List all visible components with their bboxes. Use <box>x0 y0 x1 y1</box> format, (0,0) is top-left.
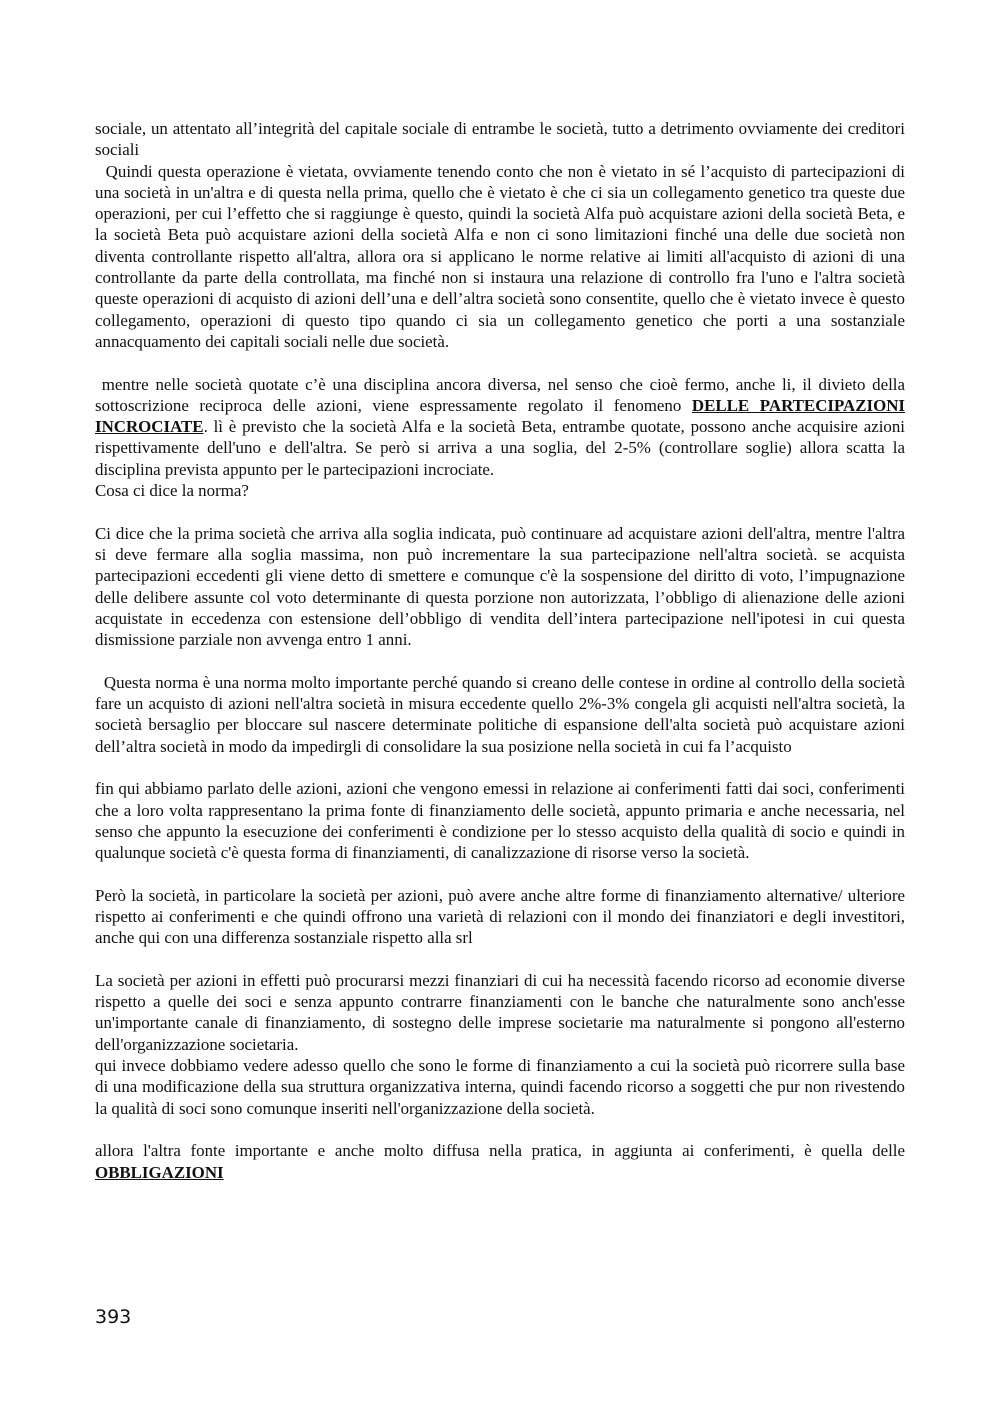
paragraph <box>95 161 905 353</box>
paragraph <box>95 374 905 480</box>
paragraph: fin qui abbiamo parlato delle azioni, azioni che vengono emessi in relazione ai conferimenti fatti dai soci, conferimenti che a loro volta rappresentano la prima fonte di finanziamento delle società, appunto primaria e anche necessaria, nel senso che appunto la esecuzione dei conferimenti è condizione per lo stesso acquisto della qualità di socio e quindi in qualunque società c'è questa forma di finanziamenti, di canalizzazione di risorse verso la società. <box>95 779 905 863</box>
paragraph: Però la società, in particolare la società per azioni, può avere anche altre forme di finanziamento alternative/ ulteriore rispetto ai conferimenti e che quindi offrono una varietà di relazioni con il mondo dei finanziatori e degli investitori, anche qui con una differenza sostanziale rispetto alla srl <box>95 885 905 948</box>
paragraph <box>95 1140 905 1183</box>
paragraph: Ci dice che la prima società che arriva alla soglia indicata, può continuare ad acquistare azioni dell'altra, mentre l'altra si deve fermare alla soglia massima, non può incrementare la sua partecipazione nell'altra società. se acquista partecipazioni eccedenti gli viene detto di smettere e comunque c'è la sospensione del diritto di voto, l’impugnazione delle delibere assunte col voto determinante di questa porzione non autorizzata, l’obbligo di alienazione delle azioni acquistate in eccedenza con estensione dell’obbligo di vendita dell’intera partecipazione nell'ipotesi in cui questa dismissione parziale non avvenga entro 1 anni. <box>95 523 905 650</box>
paragraph <box>95 672 905 757</box>
page-number: 393 <box>95 1306 132 1328</box>
paragraph-text: . lì è previsto che la società Alfa e la società Beta, entrambe quotate, possono anche acquisire azioni rispettivamente dell'uno e dell'altra. Se però si arriva a una soglia, del 2-5% (controllare soglie) allora scatta la disciplina prevista appunto per le partecipazioni incrociate. <box>95 417 905 479</box>
emphasis-term: DELLE PARTECIPAZIONI INCROCIATE <box>95 395 905 437</box>
paragraph-gap <box>95 949 905 970</box>
paragraph-gap <box>95 501 905 522</box>
paragraph: La società per azioni in effetti può procurarsi mezzi finanziari di cui ha necessità facendo ricorso ad economie diverse rispetto a quelle dei soci e senza appunto contrarre finanziamenti con le banche che naturalmente sono anch'esse un'importante canale di finanziamento, di sostegno delle imprese societarie ma naturalmente si pongono all'esterno dell'organizzazione societaria. <box>95 970 905 1054</box>
paragraph-text: mentre nelle società quotate c’è una disciplina ancora diversa, nel senso che cioè fermo, anche li, il divieto della sottoscrizione reciproca delle azioni, viene espressamente regolato il fenomeno <box>95 374 905 415</box>
paragraph-gap <box>95 650 905 671</box>
paragraph: sociale, un attentato all’integrità del capitale sociale di entrambe le società, tutto a detrimento ovviamente dei creditori sociali <box>95 119 905 160</box>
paragraph-gap <box>95 757 905 778</box>
emphasis-term: OBBLIGAZIONI <box>95 1162 224 1182</box>
paragraph-text: Questa norma è una norma molto importante perché quando si creano delle contese in ordine al controllo della società fare un acquisto di azioni nell'altra società in misura eccedente quello 2%-3% congela gli acquisti nell'altra società, la società bersaglio per bloccare sul nascere determinate politiche di espansione dell'alta società può acquistare azioni dell’altra società in modo da impedirgli di consolidare la sua posizione nella società in cui fa l’acquisto <box>95 672 905 756</box>
paragraph-text: allora l'altra fonte importante e anche molto diffusa nella pratica, in aggiunta ai conferimenti, è quella delle <box>95 1141 905 1161</box>
paragraph-text: Quindi questa operazione è vietata, ovviamente tenendo conto che non è vietato in sé l’acquisto di partecipazioni di una società in un'altra e di questa nella prima, quello che è vietato è che ci sia un collegamento genetico tra queste due operazioni, per cui l’effetto che si raggiunge è questo, quindi la società Alfa può acquistare azioni della società Beta, e la società Beta può acquistare azioni della società Alfa e non ci sono limitazioni finché una delle due società non diventa controllante rispetto all'altra, allora ora si applicano le norme relative ai limiti all'acquisto di azioni di una controllante da parte della controllata, ma finché non si instaura una relazione di controllo fra l'uno e l'altra società queste operazioni di acquisto di azioni dell’una e dell’altra società sono consentite, quello che è vietato invece è questo collegamento, operazioni di questo tipo quando ci sia un collegamento genetico che porti a una sostanziale annacquamento dei capitali sociali nelle due società. <box>95 161 905 351</box>
paragraph-gap <box>95 863 905 884</box>
paragraph-gap <box>95 1119 905 1140</box>
paragraph: Cosa ci dice la norma? <box>95 481 249 501</box>
document-body <box>95 118 905 1183</box>
paragraph-gap <box>95 352 905 373</box>
paragraph: qui invece dobbiamo vedere adesso quello che sono le forme di finanziamento a cui la società può ricorrere sulla base di una modificazione della sua struttura organizzativa interna, quindi facendo ricorso a soggetti che pur non rivestendo la qualità di soci sono comunque inseriti nell'organizzazione della società. <box>95 1056 905 1118</box>
